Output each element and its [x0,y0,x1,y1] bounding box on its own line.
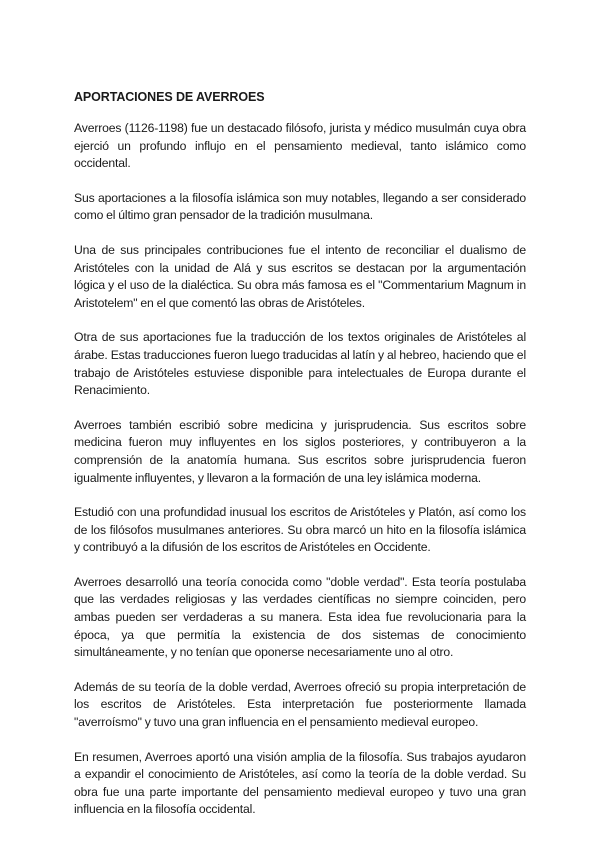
paragraph-studies: Estudió con una profundidad inusual los escritos de Aristóteles y Platón, así como los de los filósofos musulmanes anteriores. Su obra marcó un hito en la filosofía islámica y contribuyó a la difusión de los escritos de Aristóteles en Occidente. [74,505,526,555]
document-page [74,88,526,836]
paragraph-summary: En resumen, Averroes aportó una visión amplia de la filosofía. Sus trabajos ayudaron a expandir el conocimiento de Aristóteles, así como la teoría de la doble verdad. Su obra fue una parte importante del pensamiento medieval europeo y tuvo una gran influencia en la filosofía occidental. [74,749,526,817]
paragraph-averroism: Además de su teoría de la doble verdad, Averroes ofreció su propia interpretación de los escritos de Aristóteles. Esta interpretación fue posteriormente llamada "averroísmo" y tuvo una gran influencia en el pensamiento medieval europeo. [74,679,526,730]
paragraph-double-truth: Averroes desarrolló una teoría conocida como "doble verdad". Esta teoría postulaba que las verdades religiosas y las verdades científicas no siempre coinciden, pero ambas pueden ser verdaderas a su manera. Esta idea fue revolucionaria para la época, ya que permitía la existencia de dos sistemas de conocimiento simultáneamente, y no tenían que oponerse necesariamente uno al otro. [74,574,526,660]
paragraph-islamic-philosophy: Sus aportaciones a la filosofía islámica son muy notables, llegando a ser considerado como el último gran pensador de la tradición musulmana. [74,190,526,223]
paragraph-medicine-law: Averroes también escribió sobre medicina y jurisprudencia. Sus escritos sobre medicina fueron muy influyentes en los siglos posteriores, y contribuyeron a la comprensión de la anatomía humana. Sus escritos sobre jurisprudencia fueron igualmente influyentes, y llevaron a la formación de una ley islámica moderna. [74,417,526,485]
paragraph-dualism: Una de sus principales contribuciones fue el intento de reconciliar el dualismo de Aristóteles con la unidad de Alá y sus escritos se destacan por la argumentación lógica y el uso de la dialéctica. Su obra más famosa es el "Commentarium Magnum in Aristotelem" en el que comentó las obras de Aristóteles. [74,242,526,310]
paragraph-translations: Otra de sus aportaciones fue la traducción de los textos originales de Aristóteles al árabe. Estas traducciones fueron luego traducidas al latín y al hebreo, haciendo que el trabajo de Aristóteles estuviese disponible para intelectuales de Europa durante el Renacimiento. [74,330,526,398]
paragraph-intro: Averroes (1126-1198) fue un destacado filósofo, jurista y médico musulmán cuya obra ejerció un profundo influjo en el pensamiento medieval, tanto islámico como occidental. [74,121,526,171]
document-title: APORTACIONES DE AVERROES [74,90,265,104]
